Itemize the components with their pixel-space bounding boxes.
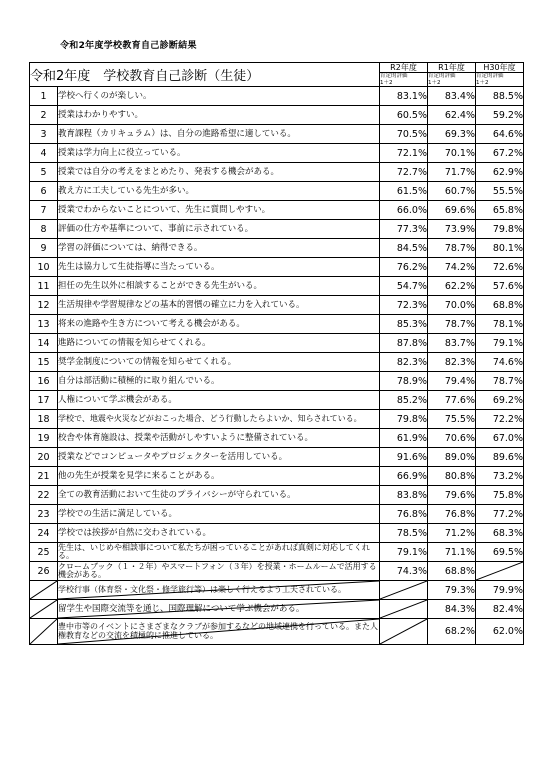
table-row (30, 87, 524, 106)
value-r1: 79.4% (428, 372, 476, 391)
value-r1: 83.7% (428, 334, 476, 353)
sublabel-r1 (428, 73, 476, 87)
value-r1: 62.4% (428, 106, 476, 125)
value-r1: 73.9% (428, 220, 476, 239)
value-r1: 70.0% (428, 296, 476, 315)
table-row (30, 258, 524, 277)
value-r2: 79.8% (380, 410, 428, 429)
row-number: 13 (30, 315, 58, 334)
sublabel-line1: 肯定的評価 (476, 73, 504, 79)
survey-item-text: 学習の評価については、納得できる。 (58, 239, 380, 258)
value-r2: 85.2% (380, 391, 428, 410)
row-number: 9 (30, 239, 58, 258)
value-r2: 54.7% (380, 277, 428, 296)
table-row (30, 277, 524, 296)
value-r1: 89.0% (428, 448, 476, 467)
survey-item-text: 進路についての情報を知らせてくれる。 (58, 334, 380, 353)
table-row (30, 410, 524, 429)
sublabel-line2: 1＋2 (428, 79, 441, 86)
value-r1: 84.3% (428, 600, 476, 619)
table-row (30, 334, 524, 353)
row-number: 7 (30, 201, 58, 220)
table-row (30, 106, 524, 125)
survey-table (29, 62, 524, 645)
value-r2 (380, 581, 428, 600)
strike-line (30, 619, 57, 644)
value-h30: 80.1% (476, 239, 524, 258)
value-r2: 66.9% (380, 467, 428, 486)
survey-item-text: クロームブック（１・２年）やスマートフォン（３年）を授業・ホームルームで活用する機会がある。 (58, 562, 380, 581)
row-number: 6 (30, 182, 58, 201)
value-h30: 57.6% (476, 277, 524, 296)
survey-item-text (58, 619, 380, 645)
strike-line (380, 619, 427, 644)
value-r2: 87.8% (380, 334, 428, 353)
table-row (30, 524, 524, 543)
value-h30: 65.8% (476, 201, 524, 220)
row-number: 12 (30, 296, 58, 315)
table-row (30, 163, 524, 182)
value-h30: 69.5% (476, 543, 524, 562)
value-r1: 71.7% (428, 163, 476, 182)
value-h30: 89.6% (476, 448, 524, 467)
value-r1: 62.2% (428, 277, 476, 296)
row-number: 15 (30, 353, 58, 372)
value-h30 (476, 562, 524, 581)
value-r1: 79.3% (428, 581, 476, 600)
value-r2: 66.0% (380, 201, 428, 220)
retired-item-text: 豊中市等のイベントにさまざまなクラブが参加するなどの地域連携を行っている。また人権教育などの交流を積極的に推進している。 (58, 622, 378, 640)
value-r2 (380, 600, 428, 619)
value-h30: 64.6% (476, 125, 524, 144)
row-number: 19 (30, 429, 58, 448)
value-h30: 79.8% (476, 220, 524, 239)
value-r2: 60.5% (380, 106, 428, 125)
value-r1: 78.7% (428, 315, 476, 334)
value-h30: 55.5% (476, 182, 524, 201)
value-h30: 88.5% (476, 87, 524, 106)
sublabel-line2: 1＋2 (476, 79, 489, 86)
survey-item-text: 自分は部活動に積極的に取り組んでいる。 (58, 372, 380, 391)
value-r2: 61.5% (380, 182, 428, 201)
table-row (30, 372, 524, 391)
value-r1: 71.1% (428, 543, 476, 562)
table-row (30, 239, 524, 258)
value-r2: 72.1% (380, 144, 428, 163)
table-row (30, 182, 524, 201)
sublabel-h30 (476, 73, 524, 87)
value-r2: 83.1% (380, 87, 428, 106)
year-header-h30: H30年度 (476, 63, 524, 73)
table-row (30, 315, 524, 334)
value-h30: 78.1% (476, 315, 524, 334)
value-h30: 62.9% (476, 163, 524, 182)
table-title: 令和2年度 学校教育自己診断（生徒） (30, 63, 380, 87)
row-number (30, 581, 58, 600)
year-header-r2: R2年度 (380, 63, 428, 73)
value-r2: 77.3% (380, 220, 428, 239)
table-row (30, 562, 524, 581)
survey-item-text (58, 581, 380, 600)
survey-item-text: 授業でわからないことについて、先生に質問しやすい。 (58, 201, 380, 220)
value-r1: 71.2% (428, 524, 476, 543)
value-h30: 77.2% (476, 505, 524, 524)
value-r2: 84.5% (380, 239, 428, 258)
value-r1: 70.6% (428, 429, 476, 448)
value-r2: 61.9% (380, 429, 428, 448)
value-r2: 85.3% (380, 315, 428, 334)
row-number: 5 (30, 163, 58, 182)
row-number: 1 (30, 87, 58, 106)
value-r2: 79.1% (380, 543, 428, 562)
value-h30: 67.0% (476, 429, 524, 448)
table-row (30, 581, 524, 600)
value-h30: 69.2% (476, 391, 524, 410)
value-r2: 91.6% (380, 448, 428, 467)
value-r2: 76.2% (380, 258, 428, 277)
value-r1: 69.6% (428, 201, 476, 220)
value-r1: 60.7% (428, 182, 476, 201)
retired-item-text: 留学生や国際交流等を通じ、国際理解について学ぶ機会がある。 (58, 603, 305, 614)
value-r2: 74.3% (380, 562, 428, 581)
value-r1: 83.4% (428, 87, 476, 106)
row-number: 14 (30, 334, 58, 353)
survey-item-text: 奨学金制度についての情報を知らせてくれる。 (58, 353, 380, 372)
value-r1: 69.3% (428, 125, 476, 144)
value-r1: 68.2% (428, 619, 476, 645)
survey-item-text: 将来の進路や生き方について考える機会がある。 (58, 315, 380, 334)
table-row (30, 353, 524, 372)
year-header-row (30, 63, 524, 73)
strike-line (380, 600, 427, 618)
table-row (30, 220, 524, 239)
survey-item-text: 生活規律や学習規律などの基本的習慣の確立に力を入れている。 (58, 296, 380, 315)
value-r1: 79.6% (428, 486, 476, 505)
survey-item-text (58, 600, 380, 619)
survey-item-text: 学校で、地震や火災などがおこった場合、どう行動したらよいか、知らされている。 (58, 410, 380, 429)
table-row (30, 144, 524, 163)
strike-line (30, 581, 57, 599)
row-number: 16 (30, 372, 58, 391)
survey-item-text: 教育課程（カリキュラム）は、自分の進路希望に適している。 (58, 125, 380, 144)
row-number (30, 600, 58, 619)
value-h30: 73.2% (476, 467, 524, 486)
sublabel-line1: 肯定的評価 (428, 73, 456, 79)
row-number: 3 (30, 125, 58, 144)
survey-item-text: 授業などでコンピュータやプロジェクターを活用している。 (58, 448, 380, 467)
row-number: 17 (30, 391, 58, 410)
value-r1: 74.2% (428, 258, 476, 277)
strike-line (380, 581, 427, 599)
document-caption: 令和2年度学校教育自己診断結果 (60, 41, 197, 51)
value-r1: 76.8% (428, 505, 476, 524)
survey-item-text: 学校へ行くのが楽しい。 (58, 87, 380, 106)
row-number: 25 (30, 543, 58, 562)
value-r2: 72.3% (380, 296, 428, 315)
value-h30: 59.2% (476, 106, 524, 125)
survey-item-text: 他の先生が授業を見学に来ることがある。 (58, 467, 380, 486)
survey-item-text: 学校での生活に満足している。 (58, 505, 380, 524)
value-r2 (380, 619, 428, 645)
table-row (30, 201, 524, 220)
survey-item-text: 全ての教育活動において生徒のプライバシーが守られている。 (58, 486, 380, 505)
table-row (30, 486, 524, 505)
survey-item-text: 教え方に工夫している先生が多い。 (58, 182, 380, 201)
value-r2: 78.5% (380, 524, 428, 543)
table-row (30, 467, 524, 486)
row-number: 24 (30, 524, 58, 543)
value-h30: 72.2% (476, 410, 524, 429)
row-number: 23 (30, 505, 58, 524)
row-number: 2 (30, 106, 58, 125)
value-h30: 78.7% (476, 372, 524, 391)
row-number: 22 (30, 486, 58, 505)
value-h30: 79.1% (476, 334, 524, 353)
survey-rows (30, 87, 524, 645)
survey-item-text: 授業では自分の考えをまとめたり、発表する機会がある。 (58, 163, 380, 182)
table-row (30, 619, 524, 645)
row-number: 21 (30, 467, 58, 486)
value-r1: 77.6% (428, 391, 476, 410)
table-row (30, 448, 524, 467)
row-number: 8 (30, 220, 58, 239)
survey-item-text: 学校では挨拶が自然に交わされている。 (58, 524, 380, 543)
row-number: 18 (30, 410, 58, 429)
table-row (30, 600, 524, 619)
survey-item-text: 評価の仕方や基準について、事前に示されている。 (58, 220, 380, 239)
sublabel-line1: 肯定的評価 (380, 73, 408, 79)
strike-line (476, 562, 523, 580)
value-r1: 75.5% (428, 410, 476, 429)
row-number: 10 (30, 258, 58, 277)
table-row (30, 505, 524, 524)
survey-item-text: 先生は、いじめや相談事について私たちが困っていることがあれば真剣に対応してくれる。 (58, 543, 380, 562)
value-h30: 79.9% (476, 581, 524, 600)
survey-item-text: 人権について学ぶ機会がある。 (58, 391, 380, 410)
value-r2: 70.5% (380, 125, 428, 144)
table-row (30, 391, 524, 410)
table-row (30, 296, 524, 315)
value-r2: 72.7% (380, 163, 428, 182)
row-number: 26 (30, 562, 58, 581)
table-row (30, 125, 524, 144)
survey-item-text: 授業は学力向上に役立っている。 (58, 144, 380, 163)
value-h30: 72.6% (476, 258, 524, 277)
survey-item-text: 校舎や体育施設は、授業や活動がしやすいように整備されている。 (58, 429, 380, 448)
sublabel-r2 (380, 73, 428, 87)
year-header-r1: R1年度 (428, 63, 476, 73)
value-h30: 62.0% (476, 619, 524, 645)
value-r1: 80.8% (428, 467, 476, 486)
value-r2: 78.9% (380, 372, 428, 391)
table-row (30, 543, 524, 562)
survey-item-text: 担任の先生以外に相談することができる先生がいる。 (58, 277, 380, 296)
survey-item-text: 授業はわかりやすい。 (58, 106, 380, 125)
value-h30: 67.2% (476, 144, 524, 163)
value-r1: 78.7% (428, 239, 476, 258)
value-r2: 83.8% (380, 486, 428, 505)
retired-item-text: 学校行事（体育祭・文化祭・修学旅行等）は楽しく行えるよう工夫されている。 (58, 584, 346, 594)
table-row (30, 429, 524, 448)
value-r1: 68.8% (428, 562, 476, 581)
sublabel-line2: 1＋2 (380, 79, 393, 86)
row-number (30, 619, 58, 645)
value-r1: 82.3% (428, 353, 476, 372)
value-r2: 76.8% (380, 505, 428, 524)
row-number: 20 (30, 448, 58, 467)
value-r1: 70.1% (428, 144, 476, 163)
value-h30: 82.4% (476, 600, 524, 619)
value-h30: 68.3% (476, 524, 524, 543)
row-number: 4 (30, 144, 58, 163)
survey-item-text: 先生は協力して生徒指導に当たっている。 (58, 258, 380, 277)
row-number: 11 (30, 277, 58, 296)
value-h30: 74.6% (476, 353, 524, 372)
value-r2: 82.3% (380, 353, 428, 372)
strike-line (30, 600, 57, 618)
value-h30: 68.8% (476, 296, 524, 315)
value-h30: 75.8% (476, 486, 524, 505)
